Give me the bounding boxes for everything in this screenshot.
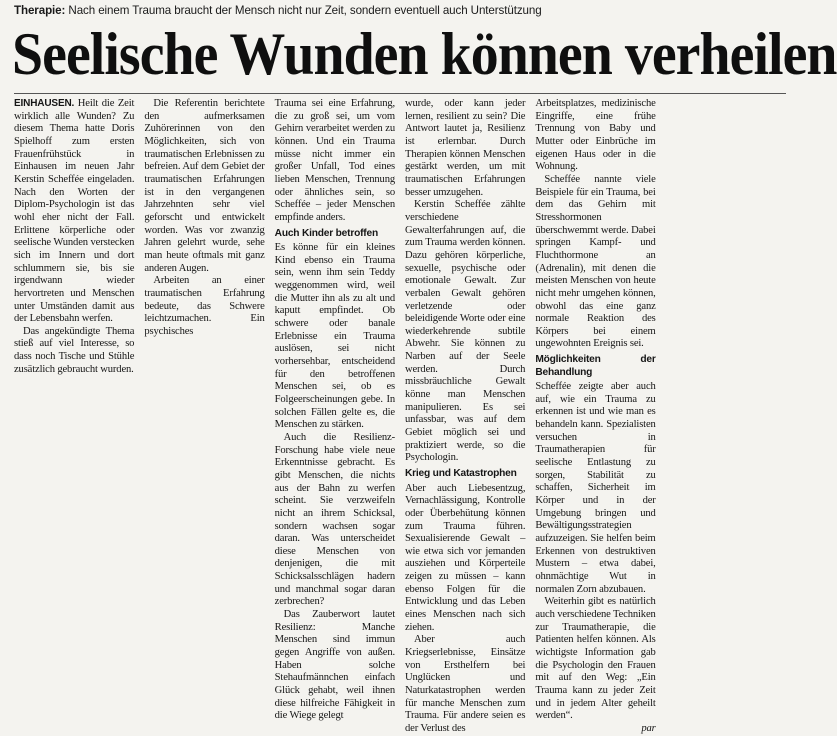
section-heading: Krieg und Katastrophen [405,468,517,480]
kicker-text: Nach einem Trauma braucht der Mensch nicht nur Zeit, sondern eventuell auch Unterstützung [65,4,542,17]
lead-paragraph [14,98,134,326]
paragraph: Weiterhin gibt es natürlich auch verschiedene Techniken zur Traumatherapie, die Patienten helfen können. Als wichtigste Information gab die Psychologin den Frauen mit auf den Weg: „Ein Trauma kann zu jeder Zeit und in jedem Alter geheilt werden“. [535,596,656,722]
paragraph: Arbeiten an einer traumatischen Erfahrung bedeute, das Schwere leichtzumachen. Ein psychisches [144,275,265,337]
paragraph: Scheffée nannte viele Beispiele für ein Trauma, bei dem das Gehirn mit Stresshormonen überschwemmt werde. Dabei springen Kampf- und Fluchthormone an (Adrenalin), mit denen die meisten Menschen von heute nicht mehr umgehen können, obwohl das eine ganz normale Reaktion des Körpers bei einem ungewohnten Ereignis sei. [535,173,656,350]
dateline: EINHAUSEN. [14,98,75,109]
author-signature: par [641,722,656,734]
paragraph: Die Referentin berichtete den aufmerksamen Zuhörerinnen von den Möglichkeiten, sich von traumatischen Erlebnissen zu befreien. Auf dem Gebiet der traumatischen Erfahrungen ist in den vergangenen Jahrzehnten sehr viel geforscht und entwickelt worden. Was vor zwanzig Jahren gelehrt wurde, sehe man heute oftmals mit ganz anderen Augen. [144,98,265,274]
paragraph: Arbeitsplatzes, medizinische Eingriffe, eine frühe Trennung von Baby und Mutter oder Einbrüche im eigenen Haus oder in die Wohnung. [535,98,656,173]
article-body [14,98,786,734]
paragraph: Aber auch Kriegserlebnisse, Einsätze von Ersthelfern bei Unglücken und Naturkatastrophen werden für manche Menschen zum Trauma. Für andere seien es der Verlust des [405,634,526,734]
article-kicker [14,4,786,17]
paragraph: Scheffée zeigte aber auch auf, wie ein Trauma zu erkennen ist und wie man es behandeln kann. Spezialisten versuchen in Traumatherapien für seelische Entlastung zu sorgen, Stabilität zu schaffen, Sicherheit im Körper und in der Umgebung bringen und Bewältigungsstrategien aufzuzeigen. Sie helfen beim Erkennen von destruktiven Mustern – etwa dabei, ohnmächtige Wut in normalen Zorn abzubauen. [535,381,656,595]
paragraph: Auch die Resilienz-Forschung habe viele neue Erkenntnisse gebracht. Es gibt Menschen, die nichts aus der Bahn zu werfen scheint. Sie verzweifeln nicht an ihrem Schicksal, sondern wachsen sogar daran. Was unterscheidet diese Menschen von denjenigen, die mit Schicksalsschlägen hadern und manchmal sogar daran zerbrechen? [274,431,395,608]
section-heading: Auch Kinder betroffen [274,227,378,239]
text-column-1 [14,98,134,736]
text-column-5 [535,98,655,736]
article-headline: Seelische Wunden können verheilen [12,21,837,87]
paragraph: Kerstin Scheffée zählte verschiedene Gewalterfahrungen auf, die zum Trauma werden können. Dazu gehören körperliche, sexuelle, psychische oder emotionale Gewalt. Zur verbalen Gewalt gehören verletzende oder beleidigende Worte oder eine wiederkehrende subtile Abwehr. Sie können zu Narben auf der Seele werden. Durch missbräuchliche Gewalt könne man Menschen manipulieren. Es sei unfassbar, was auf dem Gebiet möglich sei und praktiziert werde, so die Psychologin. [405,199,526,464]
paragraph: Es könne für ein kleines Kind ebenso ein Trauma sein, wenn ihm sein Teddy weggenommen wird, weil die Mutter ihn als zu alt und kaputt empfindet. Ob schwere oder banale Erlebnisse ein Trauma auslösen, sei nicht vorhersehbar, entscheidend für den betroffenen Menschen sei, ob es Folgeerscheinungen gebe. In solchen Fällen gelte es, die Menschen zu stärken. [274,242,395,431]
paragraph: Aber auch Liebesentzug, Vernachlässigung, Kontrolle oder Überbehütung können zum Trauma führen. Sexualisierende Gewalt – wie etwa sich vor jemanden ausziehen und Körperteile zeigen zu müssen – kann ebenso Folgen für die Entwicklung und das Leben eines Menschen nach sich ziehen. [405,482,526,633]
lead-text: Heilt die Zeit wirklich alle Wunden? Zu diesem Thema hatte Doris Spielhoff zum ersten Frauenfrühstück in Einhausen im neuen Jahr Kerstin Scheffée eingeladen. Nach den Worten der Diplom-Psychologin ist das wohl eher nicht der Fall. Erlittene körperliche oder seelische Wunden verstecken sich im Innern und dort schlummern sie, bis sie irgendwann wieder hervortreten und Menschen unter Umständen damit aus der Lebensbahn werfen. [14,98,135,325]
text-column-2 [144,98,264,736]
paragraph: Das Zauberwort lautet Resilienz: Manche Menschen sind immun gegen Angriffe von außen. Haben solche Stehaufmännchen einfach Glück gehabt, weil ihnen diese hilfreiche Fähigkeit in die Wiege gelegt [274,609,395,722]
text-column-4 [405,98,525,736]
section-heading: Möglichkeiten der Behandlung [535,354,656,378]
headline-rule [14,93,786,94]
paragraph: Das angekündigte Thema stieß auf viel Interesse, so dass noch Tische und Stühle zusätzlich gebraucht wurden. [14,325,135,375]
text-column-3 [275,98,395,736]
kicker-label: Therapie: [14,4,66,17]
paragraph: Trauma sei eine Erfahrung, die zu groß sei, um vom Gehirn verarbeitet werden zu können. Und ein Trauma müsse nicht immer ein großer Unfall, Tod eines lieben Menschen, Trennung oder ähnliches sein, so Scheffée – jeder Menschen empfinde anders. [274,98,395,223]
paragraph: wurde, oder kann jeder lernen, resilient zu sein? Die Antwort lautet ja, Resilienz ist erlernbar. Durch Therapien können Menschen gestärkt werden, um mit traumatischen Erfahrungen besser umzugehen. [405,98,526,198]
